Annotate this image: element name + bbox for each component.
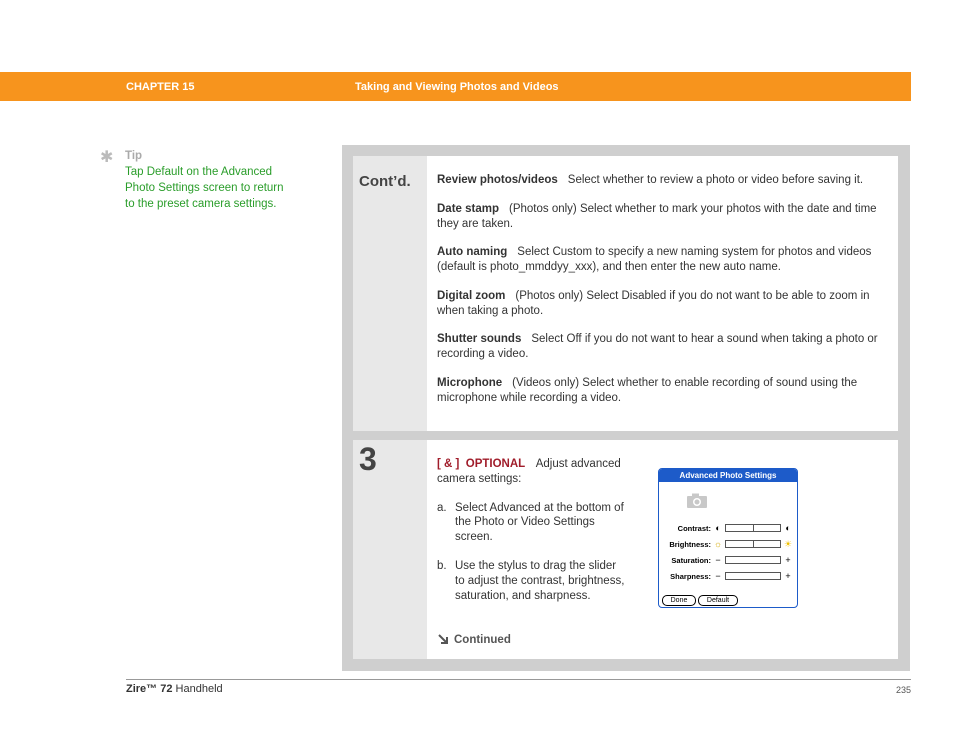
definition-item [437, 173, 887, 188]
definition-text: (Photos only) Select whether to mark your photos with the date and time they are taken. [437, 202, 877, 230]
definition-text: Select whether to review a photo or video before saving it. [567, 174, 864, 186]
tip-text: Tap Default on the Advanced Photo Settings screen to return to the preset camera settings. [125, 166, 284, 210]
substep-text: Use the stylus to drag the slider to adjust the contrast, brightness, saturation, and sharpness. [455, 559, 625, 602]
definition-text: Select Off if you do not want to hear a sound when taking a photo or recording a video. [437, 333, 878, 360]
contrast-low-icon: ◐ [715, 523, 721, 533]
sharpness-row [661, 570, 797, 582]
dialog-title: Advanced Photo Settings [659, 469, 797, 482]
default-button[interactable]: Default [698, 595, 738, 606]
definition-term: Auto naming [437, 246, 508, 258]
brightness-label: Brightness: [669, 539, 711, 549]
sharpness-label: Sharpness: [670, 571, 711, 581]
definition-text: (Videos only) Select whether to enable recording of sound using the microphone while recording a video. [437, 376, 858, 404]
saturation-slider[interactable] [725, 556, 781, 564]
brightness-row [661, 538, 797, 550]
definition-item [437, 202, 887, 232]
contd-panel-label-area [353, 156, 427, 431]
step-number: 3 [359, 441, 377, 477]
definition-item [437, 289, 887, 319]
footer-product-name: Zire™ 72 [126, 683, 173, 695]
saturation-row [661, 554, 797, 566]
saturation-label: Saturation: [671, 555, 711, 565]
sharpness-plus-icon: + [785, 571, 791, 581]
brightness-slider[interactable] [725, 540, 781, 548]
substep-letter: b. [437, 559, 447, 572]
contrast-row [661, 522, 797, 534]
footer-product [126, 683, 223, 695]
brightness-high-icon: ☀ [783, 539, 793, 549]
saturation-minus-icon: − [715, 555, 721, 565]
sharpness-slider[interactable] [725, 572, 781, 580]
step-instructions [437, 457, 627, 603]
chapter-title: Taking and Viewing Photos and Videos [355, 81, 559, 93]
definition-term: Date stamp [437, 202, 499, 215]
footer-divider [126, 679, 911, 680]
step-intro [437, 457, 627, 487]
definition-term: Review photos/videos [437, 174, 558, 186]
done-button[interactable]: Done [662, 595, 696, 606]
definition-item [437, 376, 887, 406]
definition-item [437, 245, 887, 275]
tip-label: Tip [125, 150, 143, 162]
definition-list [437, 173, 887, 419]
definition-text: (Photos only) Select Disabled if you do not want to be able to zoom in when taking a photo. [437, 289, 870, 317]
footer-product-suffix: Handheld [175, 683, 223, 695]
definition-item [437, 332, 887, 362]
tip-star-icon: ✱ [100, 149, 114, 166]
definition-term: Microphone [437, 376, 503, 389]
contrast-high-icon: ◐ [785, 523, 791, 533]
contrast-slider[interactable] [725, 524, 781, 532]
continued-label: Continued [454, 633, 511, 646]
step-intro-text: Adjust advanced camera settings: [437, 458, 621, 485]
contrast-label: Contrast: [677, 523, 711, 533]
optional-tag: [ & ] [437, 458, 460, 470]
definition-term: Shutter sounds [437, 333, 522, 345]
saturation-plus-icon: + [785, 555, 791, 565]
sharpness-minus-icon: − [715, 571, 721, 581]
definition-term: Digital zoom [437, 289, 506, 302]
chapter-number: CHAPTER 15 [126, 81, 195, 93]
continued-arrow-icon [437, 633, 450, 646]
substep-letter: a. [437, 501, 447, 514]
contd-label: Cont’d. [359, 173, 411, 190]
substep-text: Select Advanced at the bottom of the Photo or Video Settings screen. [455, 501, 624, 544]
brightness-low-icon: ☼ [713, 539, 723, 549]
definition-text: Select Custom to specify a new naming system for photos and videos (default is photo_mmddyy_xxx), and then enter the new auto name. [437, 246, 872, 273]
substep-b [437, 559, 627, 603]
page-number: 235 [895, 685, 911, 695]
optional-label: OPTIONAL [465, 458, 526, 470]
substep-a [437, 501, 627, 545]
camera-icon [686, 493, 708, 509]
advanced-photo-settings-dialog [658, 468, 798, 608]
continued-link[interactable] [437, 633, 511, 646]
